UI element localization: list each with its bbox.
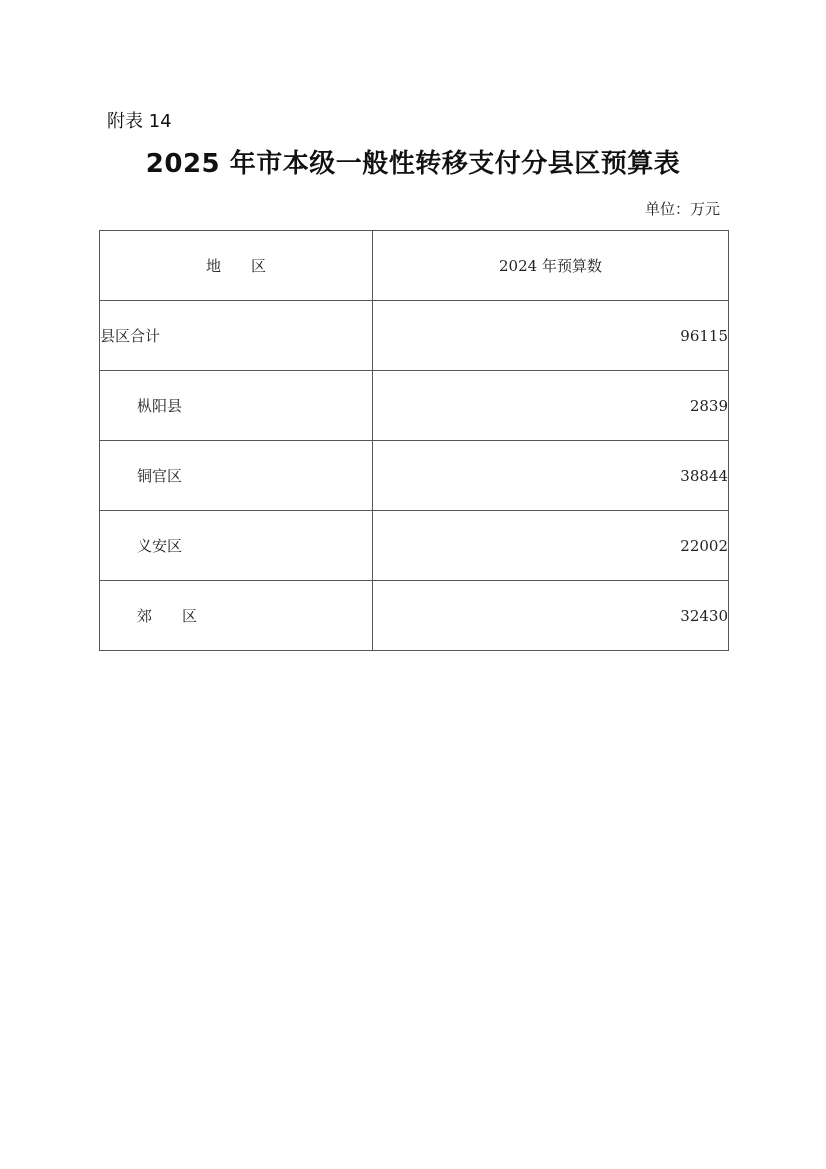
amount-cell: 32430 — [373, 581, 729, 651]
region-cell: 县区合计 — [100, 301, 373, 371]
column-header-region: 地区 — [100, 231, 373, 301]
unit-label: 单位：万元 — [644, 200, 720, 218]
budget-table — [99, 230, 729, 651]
page-title: 2025 年市本级一般性转移支付分县区预算表 — [145, 149, 681, 179]
amount-cell: 2839 — [373, 371, 729, 441]
table-header-row — [100, 231, 729, 301]
table-row — [100, 441, 729, 511]
region-cell: 枞阳县 — [100, 371, 373, 441]
amount-cell: 96115 — [373, 301, 729, 371]
table-row — [100, 511, 729, 581]
table-row — [100, 581, 729, 651]
amount-cell: 22002 — [373, 511, 729, 581]
column-header-budget: 2024 年预算数 — [373, 231, 729, 301]
region-cell: 铜官区 — [100, 441, 373, 511]
table-row-total — [100, 301, 729, 371]
region-cell: 义安区 — [100, 511, 373, 581]
amount-cell: 38844 — [373, 441, 729, 511]
region-cell: 郊区 — [100, 581, 373, 651]
table-row — [100, 371, 729, 441]
annex-label: 附表 14 — [107, 111, 172, 132]
